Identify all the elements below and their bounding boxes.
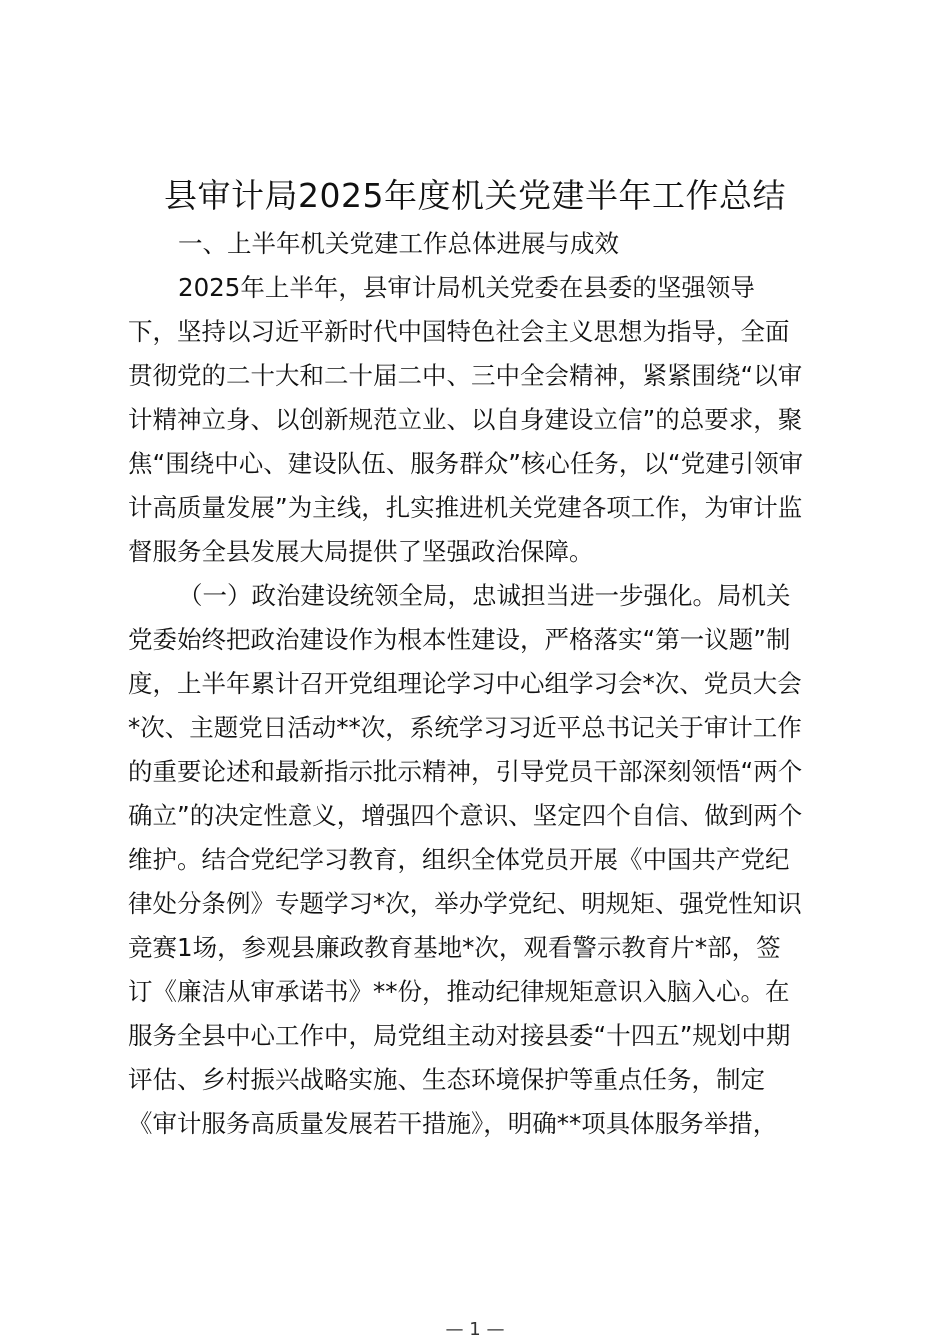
paragraph-line: 律处分条例》专题学习*次，举办学党纪、明规矩、强党性知识 (128, 889, 802, 918)
paragraph-line: 评估、乡村振兴战略实施、生态环境保护等重点任务，制定 (128, 1065, 765, 1094)
paragraph-line: 计精神立身、以创新规范立业、以自身建设立信”的总要求，聚 (128, 405, 803, 434)
section-heading: 一、上半年机关党建工作总体进展与成效 (178, 229, 619, 258)
paragraph-line: 订《廉洁从审承诺书》**份，推动纪律规矩意识入脑入心。在 (128, 977, 790, 1006)
paragraph-line: 党委始终把政治建设作为根本性建设，严格落实“第一议题”制 (128, 625, 791, 654)
paragraph-line: 的重要论述和最新指示批示精神，引导党员干部深刻领悟“两个 (128, 757, 803, 786)
document-body (128, 222, 848, 1146)
paragraph-line: 2025年上半年，县审计局机关党委在县委的坚强领导 (178, 273, 755, 302)
page-number: — 1 — (445, 1319, 505, 1340)
paragraph-line: （一）政治建设统领全局，忠诚担当进一步强化。局机关 (178, 581, 791, 610)
paragraph-line: 确立”的决定性意义，增强四个意识、坚定四个自信、做到两个 (128, 801, 803, 830)
paragraph-line: 维护。结合党纪学习教育，组织全体党员开展《中国共产党纪 (128, 845, 790, 874)
paragraph-line: 焦“围绕中心、建设队伍、服务群众”核心任务，以“党建引领审 (128, 449, 804, 478)
paragraph-line: 《审计服务高质量发展若干措施》，明确**项具体服务举措， (128, 1109, 778, 1138)
paragraph-line: 计高质量发展”为主线，扎实推进机关党建各项工作，为审计监 (128, 493, 803, 522)
paragraph-line: 贯彻党的二十大和二十届二中、三中全会精神，紧紧围绕“以审 (128, 361, 803, 390)
document-title: 县审计局2025年度机关党建半年工作总结 (164, 176, 786, 215)
paragraph-line: 竞赛1场，参观县廉政教育基地*次，观看警示教育片*部，签 (128, 933, 781, 962)
paragraph-line: 度，上半年累计召开党组理论学习中心组学习会*次、党员大会 (128, 669, 802, 698)
paragraph-line: 督服务全县发展大局提供了坚强政治保障。 (128, 537, 594, 566)
paragraph-line: *次、主题党日活动**次，系统学习习近平总书记关于审计工作 (128, 713, 802, 742)
paragraph-line: 下，坚持以习近平新时代中国特色社会主义思想为指导，全面 (128, 317, 790, 346)
paragraph-line: 服务全县中心工作中，局党组主动对接县委“十四五”规划中期 (128, 1021, 791, 1050)
